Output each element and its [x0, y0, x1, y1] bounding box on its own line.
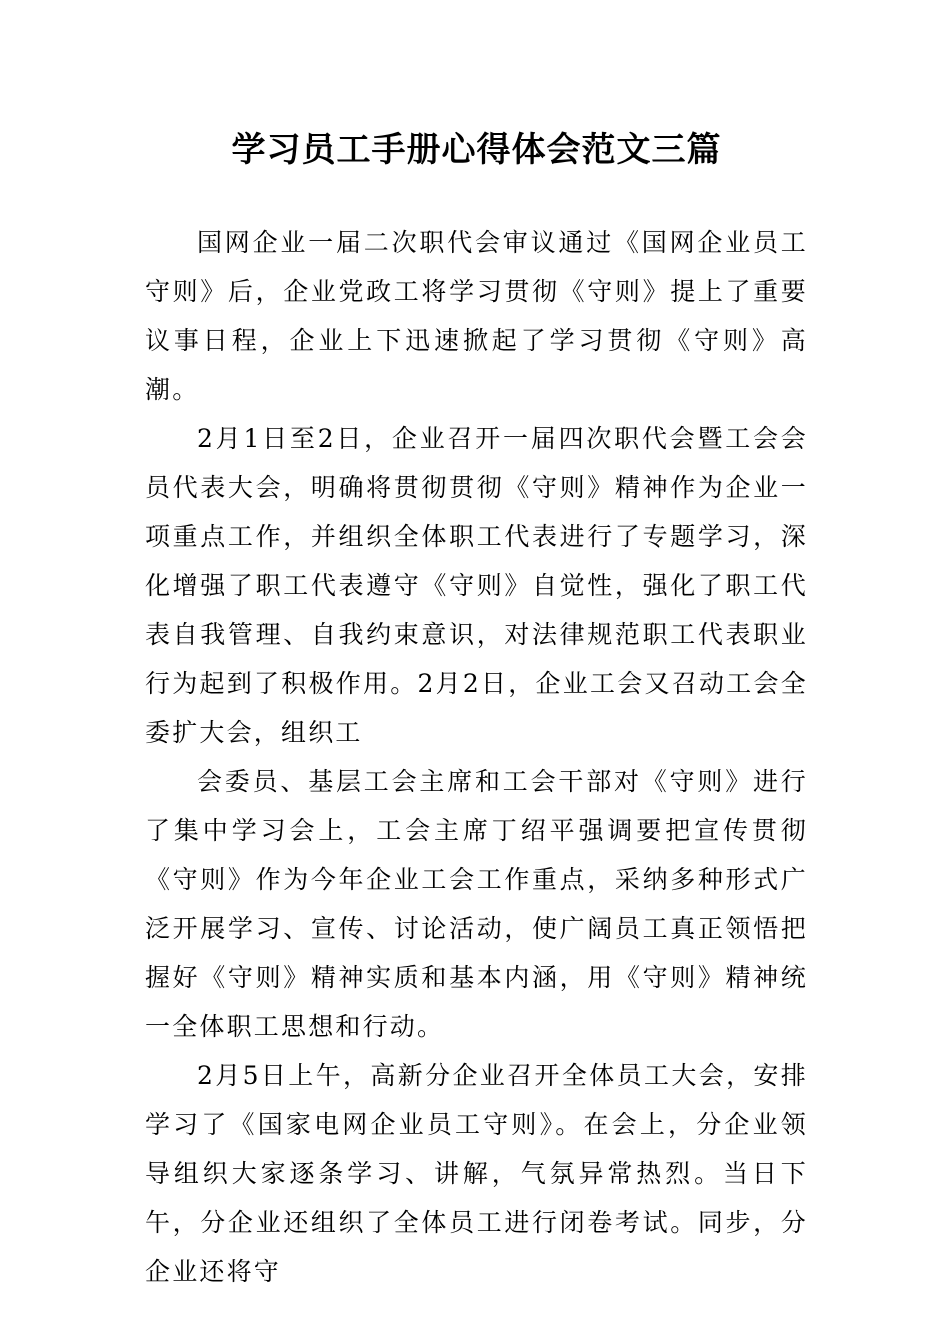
- paragraph: 会委员、基层工会主席和工会干部对《守则》进行了集中学习会上，工会主席丁绍平强调要把宣传贯彻《守则》作为今年企业工会工作重点，采纳多种形式广泛开展学习、宣传、讨论活动，使广阔员工真正领悟把握好《守则》精神实质和基本内涵，用《守则》精神统一全体职工思想和行动。: [145, 767, 808, 1041]
- document-body: [145, 218, 808, 1296]
- paragraph: 国网企业一届二次职代会审议通过《国网企业员工守则》后，企业党政工将学习贯彻《守则》提上了重要议事日程，企业上下迅速掀起了学习贯彻《守则》高潮。: [145, 228, 808, 404]
- paragraph: 2月5日上午，高新分企业召开全体员工大会，安排学习了《国家电网企业员工守则》。在会上，分企业领导组织大家逐条学习、讲解，气氛异常热烈。当日下午，分企业还组织了全体员工进行闭卷考试。同步，分企业还将守: [145, 1061, 808, 1286]
- document-title: 学习员工手册心得体会范文三篇: [231, 130, 722, 170]
- paragraph: 2月1日至2日，企业召开一届四次职代会暨工会会员代表大会，明确将贯彻贯彻《守则》精神作为企业一项重点工作，并组织全体职工代表进行了专题学习，深化增强了职工代表遵守《守则》自觉性，强化了职工代表自我管理、自我约束意识，对法律规范职工代表职业行为起到了积极作用。2月2日，企业工会又召动工会全委扩大会，组织工: [145, 424, 808, 747]
